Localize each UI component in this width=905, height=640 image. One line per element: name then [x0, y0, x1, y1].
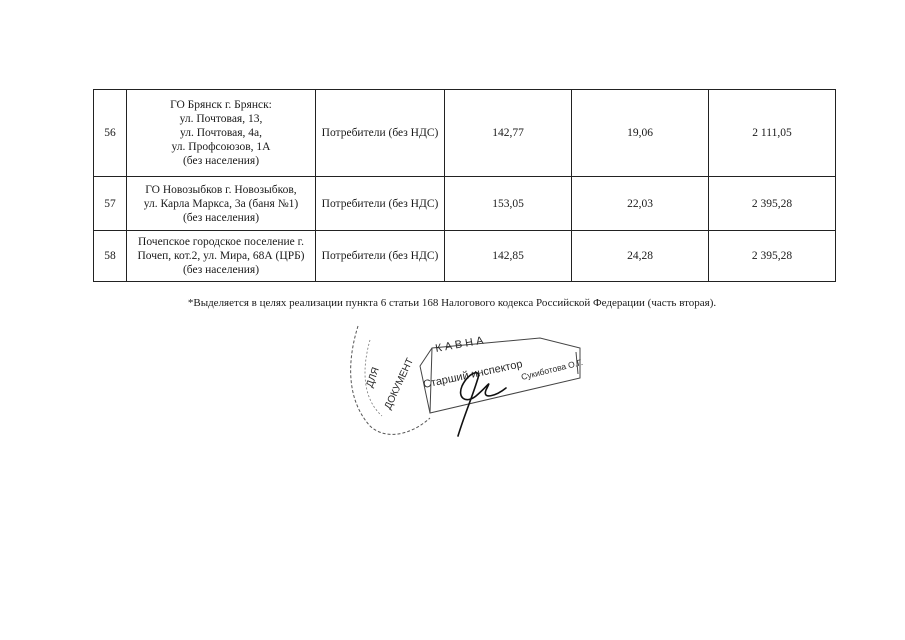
location-line: ул. Профсоюзов, 1А	[171, 141, 271, 153]
footnote: *Выделяется в целях реализации пункта 6 статьи 168 Налогового кодекса Российской Федерации (часть вторая).	[187, 297, 717, 309]
value-cell-3: 2 111,05	[709, 90, 836, 177]
location-line: (без населения)	[182, 264, 260, 276]
stamp-name: Сукиботова О.Г.	[520, 356, 584, 382]
location-cell	[127, 177, 316, 231]
location-line: ул. Карла Маркса, 3а (баня №1)	[143, 197, 299, 210]
value-cell-3: 2 395,28	[709, 177, 836, 231]
consumer-cell: Потребители (без НДС)	[316, 177, 445, 231]
location-line: ул. Почтовая, 4а,	[179, 127, 263, 139]
value-cell-2: 22,03	[572, 177, 709, 231]
consumer-cell: Потребители (без НДС)	[316, 231, 445, 282]
value-cell-1: 142,85	[445, 231, 572, 282]
location-line: Почеп, кот.2, ул. Мира, 68А (ЦРБ)	[137, 250, 305, 262]
location-line: ГО Брянск г. Брянск:	[170, 99, 272, 111]
table-row	[94, 90, 836, 177]
row-number: 57	[94, 177, 127, 231]
value-cell-1: 142,77	[445, 90, 572, 177]
value-cell-1: 153,05	[445, 177, 572, 231]
table-row	[94, 177, 836, 231]
value-cell-2: 19,06	[572, 90, 709, 177]
stamp-title: Старший инспектор	[422, 358, 524, 391]
location-line: (без населения)	[182, 155, 260, 167]
stamp-outline-curve	[351, 326, 430, 434]
tariff-table	[93, 89, 836, 282]
table-row	[94, 231, 836, 282]
row-number: 58	[94, 231, 127, 282]
row-number: 56	[94, 90, 127, 177]
value-cell-2: 24,28	[572, 231, 709, 282]
location-line: ГО Новозыбков г. Новозыбков,	[145, 183, 297, 196]
certification-stamp	[340, 318, 590, 443]
location-cell	[127, 90, 316, 177]
location-line: Почепское городское поселение г.	[138, 236, 304, 248]
value-cell-3: 2 395,28	[709, 231, 836, 282]
location-line: ул. Почтовая, 13,	[179, 113, 263, 125]
stamp-arc-text-1: ДЛЯ	[364, 365, 382, 390]
location-cell	[127, 231, 316, 282]
stamp-arc-text-2: ДОКУМЕНТ	[382, 356, 417, 412]
location-line: (без населения)	[182, 211, 260, 224]
consumer-cell: Потребители (без НДС)	[316, 90, 445, 177]
stamp-graphic	[340, 318, 590, 443]
stamp-top-letters: К А В Н А	[434, 334, 485, 355]
